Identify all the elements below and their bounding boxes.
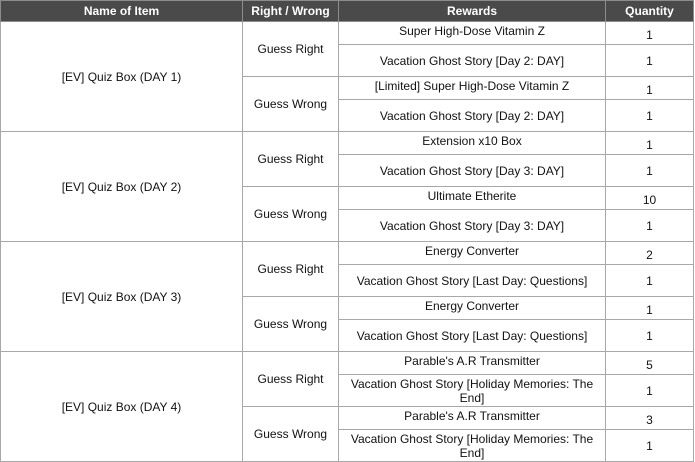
guess-right-label: Guess Right xyxy=(243,132,339,187)
reward-quantity: 3 xyxy=(606,407,694,430)
item-name: [EV] Quiz Box (DAY 4) xyxy=(1,352,243,462)
item-name: [EV] Quiz Box (DAY 3) xyxy=(1,242,243,352)
reward-quantity: 5 xyxy=(606,352,694,375)
reward-name: [Limited] Super High-Dose Vitamin Z xyxy=(339,77,606,100)
header-row xyxy=(1,1,694,22)
header-rewards: Rewards xyxy=(339,1,606,22)
reward-quantity: 1 xyxy=(606,265,694,297)
table-row xyxy=(1,352,694,375)
guess-wrong-label: Guess Wrong xyxy=(243,407,339,462)
reward-quantity: 1 xyxy=(606,375,694,407)
reward-name: Parable's A.R Transmitter xyxy=(339,407,606,430)
guess-wrong-label: Guess Wrong xyxy=(243,77,339,132)
reward-quantity: 1 xyxy=(606,132,694,155)
item-name: [EV] Quiz Box (DAY 2) xyxy=(1,132,243,242)
reward-name: Vacation Ghost Story [Day 2: DAY] xyxy=(339,100,606,132)
reward-name: Super High-Dose Vitamin Z xyxy=(339,22,606,45)
reward-name: Extension x10 Box xyxy=(339,132,606,155)
guess-right-label: Guess Right xyxy=(243,352,339,407)
guess-wrong-label: Guess Wrong xyxy=(243,187,339,242)
header-quantity: Quantity xyxy=(606,1,694,22)
reward-quantity: 1 xyxy=(606,22,694,45)
header-name-of-item: Name of Item xyxy=(1,1,243,22)
reward-quantity: 1 xyxy=(606,210,694,242)
reward-name: Vacation Ghost Story [Last Day: Questions] xyxy=(339,265,606,297)
reward-quantity: 10 xyxy=(606,187,694,210)
reward-name: Vacation Ghost Story [Holiday Memories: The End] xyxy=(339,375,606,407)
reward-name: Vacation Ghost Story [Day 3: DAY] xyxy=(339,155,606,187)
reward-quantity: 1 xyxy=(606,430,694,462)
reward-quantity: 2 xyxy=(606,242,694,265)
reward-quantity: 1 xyxy=(606,320,694,352)
table-row xyxy=(1,242,694,265)
header-right-wrong: Right / Wrong xyxy=(243,1,339,22)
reward-name: Vacation Ghost Story [Day 2: DAY] xyxy=(339,45,606,77)
reward-name: Energy Converter xyxy=(339,297,606,320)
guess-right-label: Guess Right xyxy=(243,22,339,77)
reward-quantity: 1 xyxy=(606,297,694,320)
reward-name: Vacation Ghost Story [Last Day: Questions] xyxy=(339,320,606,352)
reward-quantity: 1 xyxy=(606,100,694,132)
reward-quantity: 1 xyxy=(606,45,694,77)
guess-wrong-label: Guess Wrong xyxy=(243,297,339,352)
reward-quantity: 1 xyxy=(606,77,694,100)
table-row xyxy=(1,132,694,155)
reward-name: Energy Converter xyxy=(339,242,606,265)
reward-name: Ultimate Etherite xyxy=(339,187,606,210)
item-name: [EV] Quiz Box (DAY 1) xyxy=(1,22,243,132)
reward-name: Vacation Ghost Story [Holiday Memories: The End] xyxy=(339,430,606,462)
reward-quantity: 1 xyxy=(606,155,694,187)
guess-right-label: Guess Right xyxy=(243,242,339,297)
reward-name: Vacation Ghost Story [Day 3: DAY] xyxy=(339,210,606,242)
reward-name: Parable's A.R Transmitter xyxy=(339,352,606,375)
table-row xyxy=(1,22,694,45)
